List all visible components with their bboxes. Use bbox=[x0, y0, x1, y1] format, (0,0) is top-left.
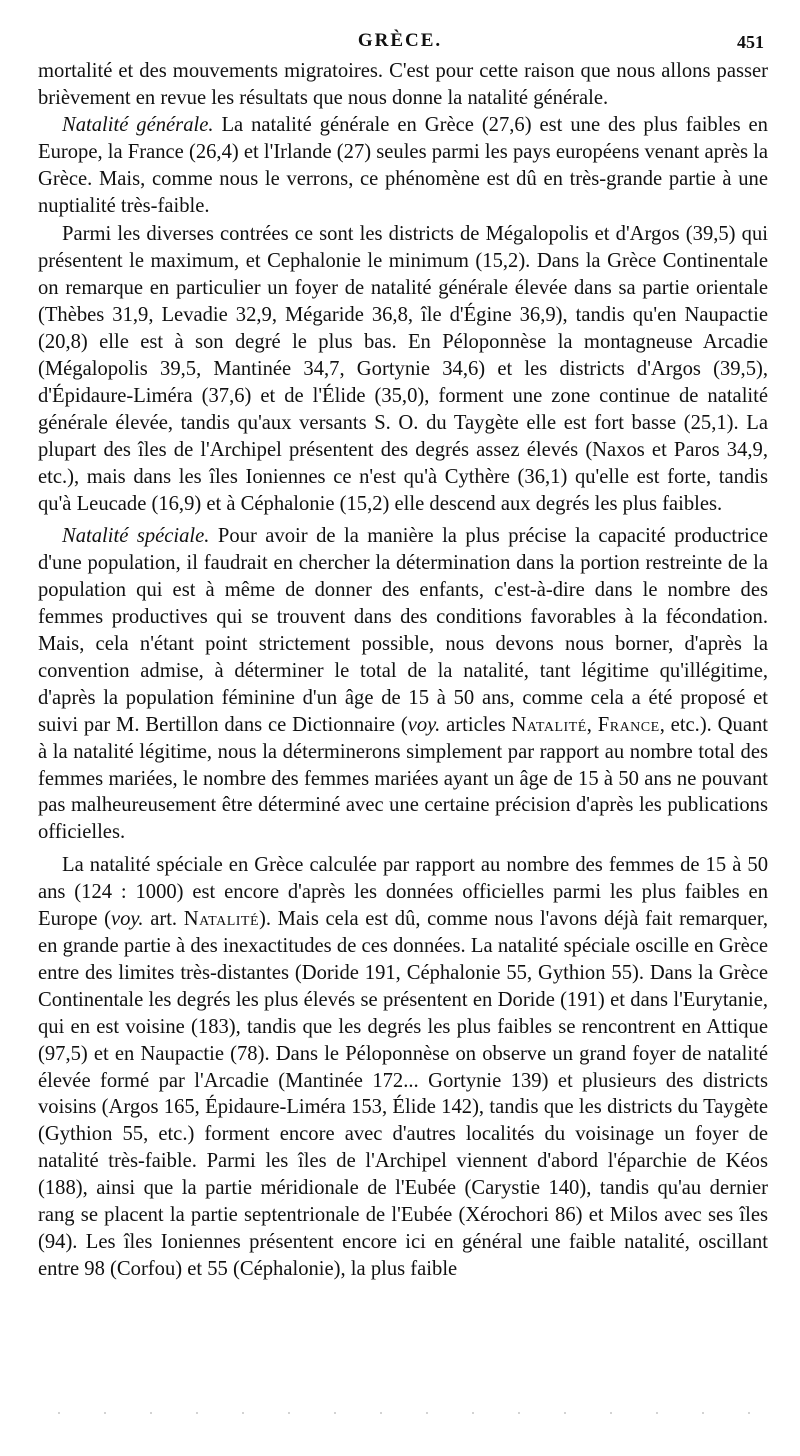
paragraph-districts bbox=[38, 221, 768, 517]
paragraph-natalite-speciale bbox=[38, 523, 768, 846]
section-heading-natalite-generale: Natalité générale. bbox=[62, 113, 214, 136]
paragraph-text: , etc.). Quant à la natalité légitime, nous la déterminerons simplement par rapport au nombre total des femmes mariées, le nombre des femmes mariées ayant un âge de 15 à 50 ans ne pouvant pas malheureusement être déterminé avec une certaine précision d'après les publications officielles. bbox=[38, 713, 769, 844]
cross-reference-france: France bbox=[597, 713, 660, 736]
paragraph-text: mortalité et des mouvements migratoires. C'est pour cette raison que nous allons passer brièvement en revue les résultats que nous donne la natalité générale. bbox=[38, 60, 768, 109]
paragraph-text: articles bbox=[440, 713, 512, 736]
paragraph-natalite-generale bbox=[38, 112, 768, 220]
paragraph-text: , bbox=[586, 713, 598, 736]
scan-artifact-dots bbox=[36, 1410, 756, 1416]
section-heading-natalite-speciale: Natalité spéciale. bbox=[62, 525, 210, 548]
paragraph-natalite-speciale-grece bbox=[38, 852, 768, 1283]
paragraph-text: ). Mais cela est dû, comme nous l'avons déjà fait remarquer, en grande partie à des inexactitudes de ces données. La natalité spéciale oscille en Grèce entre des limites très-distantes (Doride 191, Céphalonie 55, Gythion 55). Dans la Grèce Continentale les degrés les plus élevés se présentent en Doride (191) et dans l'Eurytanie, qui en est voisine (183), tandis que les degrés les plus faibles se rencontrent en Attique (97,5) et en Naupactie (78). Dans le Péloponnèse on observe un grand foyer de natalité élevée formé par l'Arcadie (Mantinée 172... Gortynie 139) et plusieurs des districts voisins (Argos 165, Épidaure-Liméra 153, Élide 142), tandis que les districts du Taygète (Gythion 55, etc.) forment encore avec d'autres localités du voisinage un foyer de natalité très-faible. Parmi les îles de l'Archipel viennent d'abord l'éparchie de Kéos (188), ainsi que la partie méridionale de l'Eubée (Carystie 140), tandis qu'au dernier rang se placent la partie septentrionale de l'Eubée (Xérochori 86) et Milos avec ses îles (94). Les îles Ioniennes présentent encore ici en général une faible natalité, oscillant entre 98 (Corfou) et 55 (Céphalonie), la plus faible bbox=[38, 908, 769, 1280]
paragraph-continuation bbox=[38, 58, 768, 112]
running-header bbox=[0, 28, 800, 58]
paragraph-text: art. bbox=[143, 908, 184, 931]
paragraph-text: Pour avoir de la manière la plus précise la capacité productrice d'une population, il faudrait en chercher la détermination dans la portion restreinte de la population qui est à même de donner des enfants, c'est-à-dire dans le nombre des femmes productives qui se trouvent dans des conditions favorables à la fécondation. Mais, cela n'étant point strictement possible, nous devons nous borner, d'après la convention admise, à déterminer le total de la natalité, tant légitime qu'illégitime, d'après la population féminine d'un âge de 15 à 50 ans, comme cela a été proposé et suivi par M. Bertillon dans ce Dictionnaire ( bbox=[38, 525, 768, 736]
cross-reference-natalite: Natalité bbox=[183, 908, 260, 931]
page-number: 451 bbox=[737, 32, 764, 52]
body-text bbox=[38, 58, 768, 1283]
paragraph-text: La natalité spéciale en Grèce calculée par rapport au nombre des femmes de 15 à 50 ans (124 : 1000) est encore d'après les données officielles parmi les plus faibles en Europe ( bbox=[38, 854, 768, 931]
paragraph-text: Parmi les diverses contrées ce sont les districts de Mégalopolis et d'Argos (39,5) qui présentent le maximum, et Cephalonie le minimum (15,2). Dans la Grèce Continentale on remarque en particulier un foyer de natalité générale élevée dans sa partie orientale (Thèbes 31,9, Levadie 32,9, Mégaride 36,8, île d'Égine 36,9), tandis qu'en Naupactie (20,8) elle est à son degré le plus bas. En Péloponnèse la montagneuse Arcadie (Mégalopolis 39,5, Mantinée 34,7, Gortynie 34,6) et les districts d'Argos (39,5), d'Épidaure-Liméra (37,6) et de l'Élide (35,0), forment une zone continue de natalité générale élevée, tandis qu'aux versants S. O. du Taygète elle est fort basse (25,1). La plupart des îles de l'Archipel présentent des degrés assez élevés (Naxos et Paros 34,9, etc.), mais dans les îles Ioniennes ce n'est qu'à Cythère (36,1) qu'elle est forte, tandis qu'à Leucade (16,9) et à Céphalonie (15,2) elle descend aux degrés les plus faibles. bbox=[38, 223, 768, 515]
citation-voy: voy. bbox=[407, 713, 441, 736]
citation-voy: voy. bbox=[110, 908, 144, 931]
running-title: GRÈCE. bbox=[357, 30, 443, 51]
paragraph-text: La natalité générale en Grèce (27,6) est une des plus faibles en Europe, la France (26,4) et l'Irlande (27) seules parmi les pays européens venant après la Grèce. Mais, comme nous le verrons, ce phénomène est dû en très-grande partie à une nuptialité très-faible. bbox=[38, 113, 768, 217]
cross-reference-natalite: Natalité bbox=[511, 713, 587, 736]
